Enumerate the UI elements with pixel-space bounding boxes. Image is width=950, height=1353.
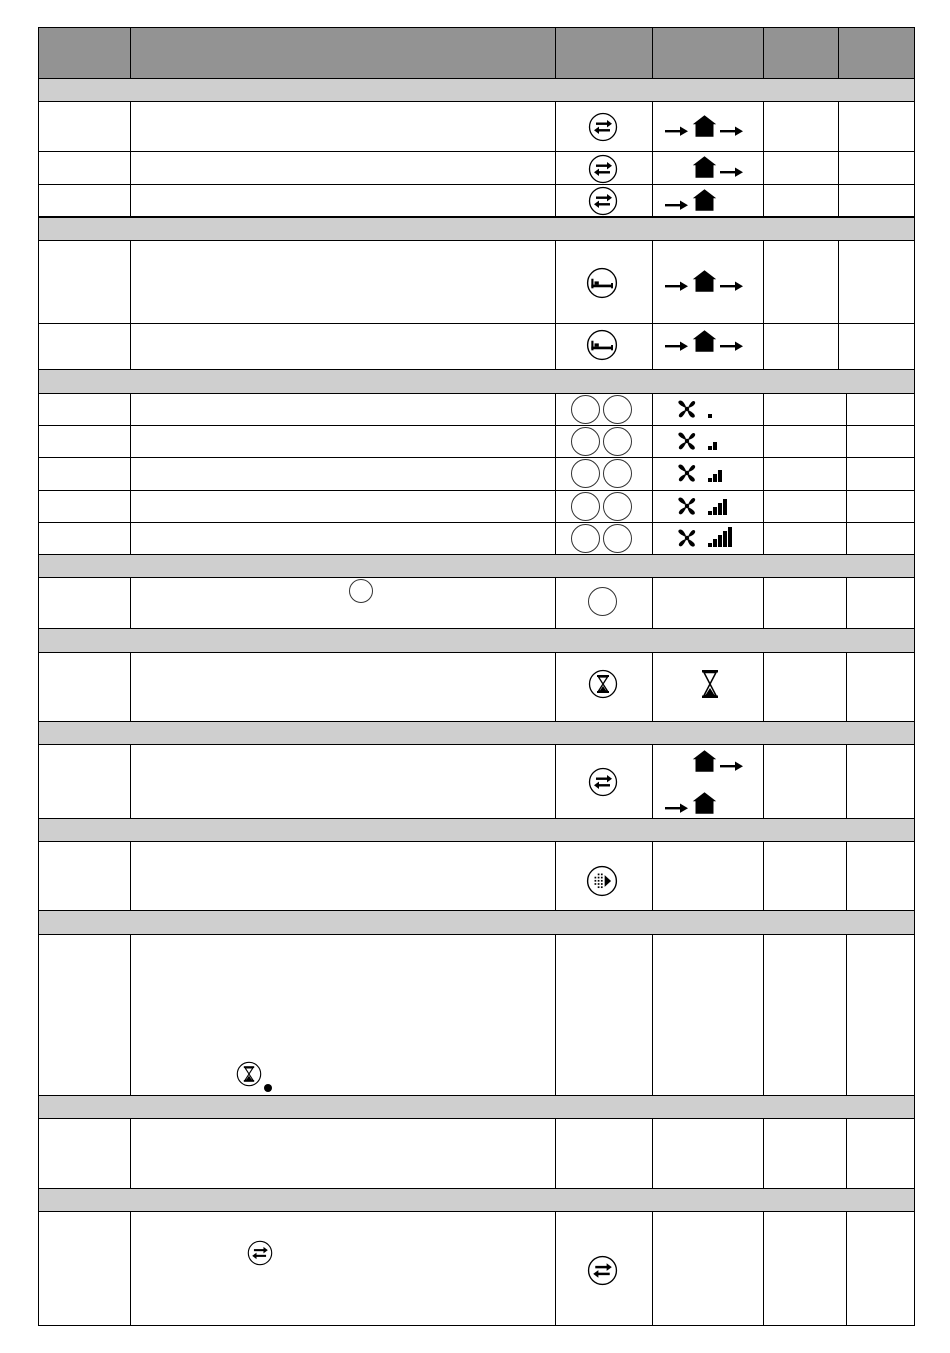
speed-bar (708, 543, 712, 547)
column-divider (846, 934, 847, 1095)
speed-bar (708, 446, 712, 450)
hourglass-button-icon (588, 669, 618, 699)
fan-speed-2-icon (675, 428, 745, 454)
row-divider (38, 490, 915, 491)
ventilation-mode-icon (588, 112, 618, 142)
speed-up-button-circle (603, 395, 632, 424)
row-divider (38, 323, 915, 324)
row-divider (38, 457, 915, 458)
speed-up-button-circle (603, 427, 632, 456)
column-divider (652, 652, 653, 721)
speed-down-button-circle (571, 459, 600, 488)
speed-down-button-circle (571, 524, 600, 553)
section-header (38, 78, 915, 101)
table-border (38, 27, 915, 28)
column-divider (846, 652, 847, 721)
column-divider (652, 27, 653, 78)
bed-icon (586, 329, 618, 361)
speed-bar (718, 503, 722, 515)
column-divider (555, 27, 556, 78)
column-divider (130, 27, 131, 78)
section-header (38, 721, 915, 744)
column-divider (838, 240, 839, 369)
hourglass-icon (700, 669, 720, 699)
column-divider (130, 841, 131, 910)
column-divider (838, 101, 839, 216)
column-divider (130, 101, 131, 216)
row-divider (38, 216, 915, 218)
ventilation-mode-icon (588, 186, 618, 216)
column-divider (763, 101, 764, 216)
column-divider (555, 1211, 556, 1325)
column-divider (130, 744, 131, 818)
table-border (38, 1325, 915, 1326)
speed-up-button-circle (603, 459, 632, 488)
bed-icon (586, 267, 618, 299)
row-divider (38, 240, 915, 241)
row-divider (38, 522, 915, 523)
control-function-table (38, 27, 915, 1326)
row-divider (38, 369, 915, 370)
column-divider (130, 393, 131, 554)
section-header (38, 554, 915, 577)
column-divider (555, 1118, 556, 1188)
ventilation-mode-icon (247, 1240, 273, 1266)
column-divider (763, 744, 764, 818)
row-divider (38, 628, 915, 629)
speed-bar (723, 531, 727, 547)
row-divider (38, 744, 915, 745)
row-divider (38, 554, 915, 555)
speed-bar (708, 511, 712, 515)
row-divider (38, 425, 915, 426)
section-header (38, 628, 915, 652)
row-divider (38, 78, 915, 79)
column-divider (763, 393, 764, 554)
row-divider (38, 652, 915, 653)
column-divider (846, 744, 847, 818)
speed-down-button-circle (571, 427, 600, 456)
row-divider (38, 1211, 915, 1212)
column-divider (763, 1118, 764, 1188)
section-header (38, 369, 915, 393)
column-divider (555, 744, 556, 818)
row-divider (38, 910, 915, 911)
column-divider (846, 393, 847, 554)
speed-down-button-circle (571, 395, 600, 424)
speed-bar (723, 499, 727, 515)
column-divider (555, 101, 556, 216)
column-divider (555, 652, 556, 721)
speed-bar (713, 507, 717, 515)
column-divider (652, 1118, 653, 1188)
column-divider (652, 934, 653, 1095)
bullet-dot (264, 1084, 272, 1092)
column-divider (846, 841, 847, 910)
column-divider (838, 27, 839, 78)
column-divider (763, 577, 764, 628)
section-header (38, 1095, 915, 1118)
ventilation-mode-icon (587, 1255, 618, 1286)
section-header (38, 910, 915, 934)
speed-down-button-circle (571, 492, 600, 521)
fan-speed-3-icon (675, 460, 745, 486)
column-divider (763, 841, 764, 910)
speed-bar (718, 535, 722, 547)
row-divider (38, 818, 915, 819)
column-divider (652, 101, 653, 216)
inline-button-circle (349, 579, 373, 603)
column-divider (130, 652, 131, 721)
row-divider (38, 1095, 915, 1096)
column-divider (130, 1118, 131, 1188)
column-divider (130, 934, 131, 1095)
column-divider (555, 393, 556, 554)
column-divider (555, 240, 556, 369)
column-divider (130, 577, 131, 628)
row-divider (38, 393, 915, 394)
speed-bar (728, 527, 732, 547)
section-header (38, 818, 915, 841)
column-divider (652, 841, 653, 910)
row-divider (38, 1118, 915, 1119)
table-border (38, 27, 39, 1326)
hourglass-button-icon (236, 1061, 262, 1087)
row-divider (38, 151, 915, 152)
fan-speed-1-icon (675, 396, 745, 422)
ventilation-mode-icon (588, 154, 618, 184)
fan-speed-4-icon (675, 493, 745, 519)
speed-bar (713, 539, 717, 547)
row-divider (38, 577, 915, 578)
speed-bar (708, 414, 712, 418)
speed-bar (713, 442, 717, 450)
column-divider (555, 577, 556, 628)
fan-speed-5-icon (675, 525, 745, 551)
speed-bar (713, 474, 717, 482)
speed-bar (718, 470, 722, 482)
row-divider (38, 841, 915, 842)
column-divider (130, 1211, 131, 1325)
column-divider (555, 841, 556, 910)
column-divider (763, 652, 764, 721)
column-divider (652, 1211, 653, 1325)
column-divider (846, 577, 847, 628)
column-divider (555, 934, 556, 1095)
column-divider (130, 240, 131, 369)
section-header (38, 1188, 915, 1211)
row-divider (38, 721, 915, 722)
filter-icon (586, 865, 618, 897)
column-divider (846, 1211, 847, 1325)
column-divider (652, 577, 653, 628)
column-divider (652, 240, 653, 369)
section-header (38, 216, 915, 240)
column-divider (652, 393, 653, 554)
row-divider (38, 1188, 915, 1189)
speed-up-button-circle (603, 492, 632, 521)
column-divider (763, 1211, 764, 1325)
circle-button (588, 587, 617, 616)
table-border (914, 27, 915, 1326)
column-divider (763, 240, 764, 369)
ventilation-mode-icon (588, 767, 618, 797)
column-divider (763, 27, 764, 78)
row-divider (38, 101, 915, 102)
row-divider (38, 934, 915, 935)
row-divider (38, 184, 915, 185)
table-header (38, 27, 915, 78)
speed-bar (708, 478, 712, 482)
column-divider (763, 934, 764, 1095)
column-divider (846, 1118, 847, 1188)
column-divider (652, 744, 653, 818)
speed-up-button-circle (603, 524, 632, 553)
